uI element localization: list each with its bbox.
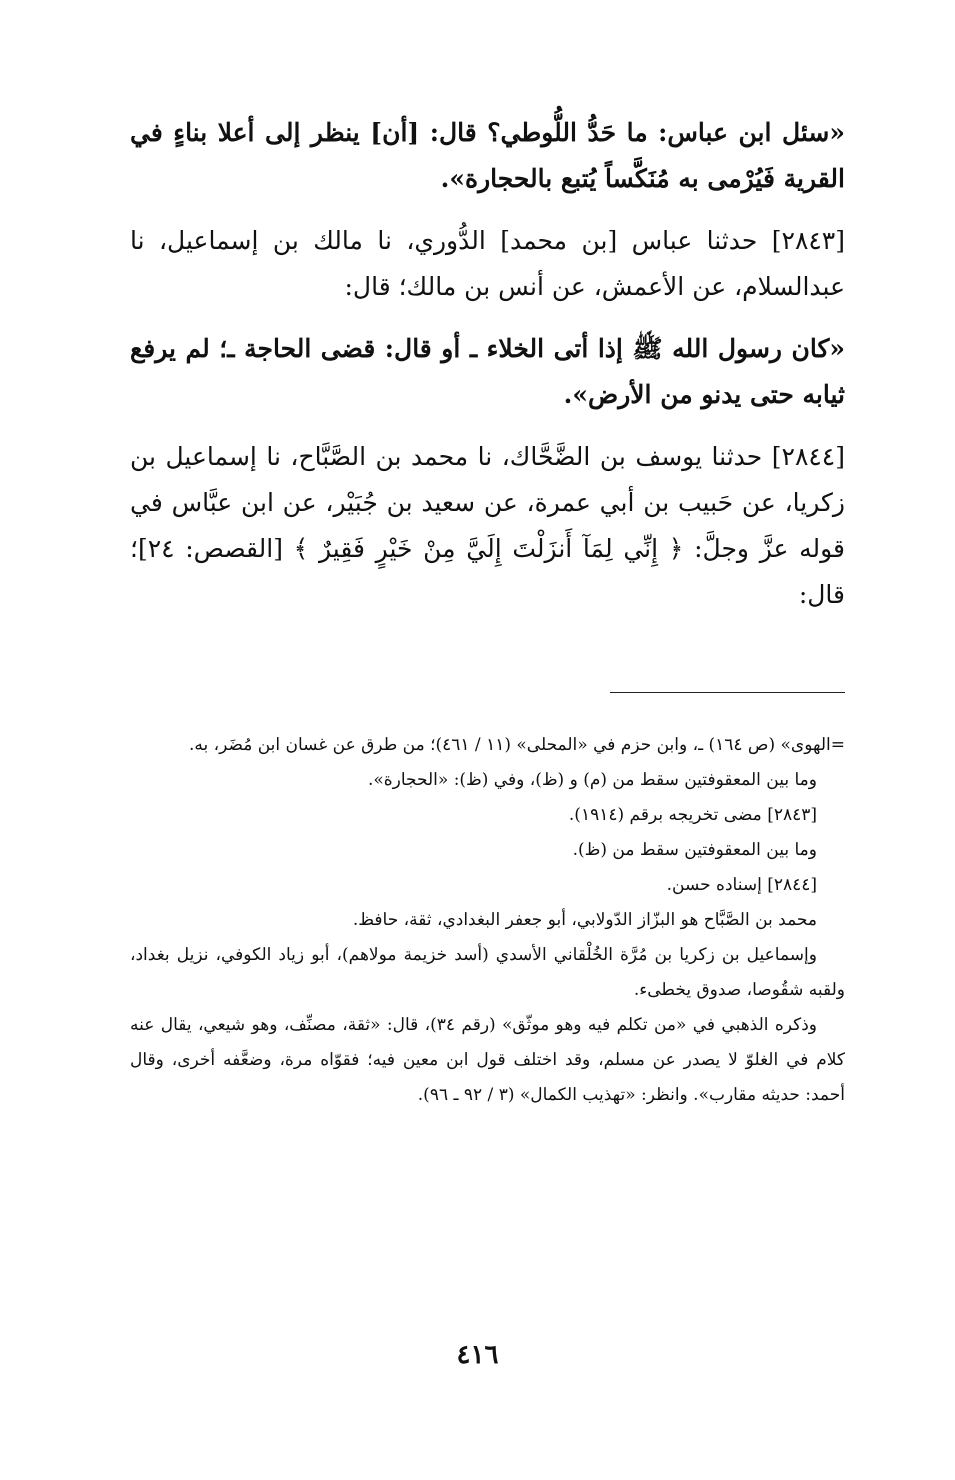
footnotes-block bbox=[130, 728, 845, 1113]
footnote-continuation: =الهوى» (ص ١٦٤) ـ، وابن حزم في «المحلى» (١١ / ٤٦١)؛ من طرق عن غسان ابن مُضَر، به. bbox=[188, 735, 845, 755]
main-text-block bbox=[130, 110, 845, 634]
footnote-note: وما بين المعقوفتين سقط من (م) و (ظ)، وفي (ظ): «الحجارة». bbox=[367, 770, 817, 790]
hadith-text-2: «كان رسول الله ﷺ إذا أتى الخلاء ـ أو قال: قضى الحاجة ـ؛ لم يرفع ثيابه حتى يدنو من الأرض». bbox=[130, 334, 845, 409]
isnad-2844: [٢٨٤٤] حدثنا يوسف بن الضَّحَّاك، نا محمد بن الصَّبَّاح، نا إسماعيل بن زكريا، عن حَبيب بن أبي عمرة، عن سعيد بن جُبَيْر، عن ابن عبَّاس في قوله عزَّ وجلَّ: ﴿ إِنِّي لِمَآ أَنزَلْتَ إِلَيَّ مِنْ خَيْرٍ فَقِيرٌ ﴾ [القصص: ٢٤]؛ قال: bbox=[130, 442, 845, 609]
footnote-note: وإسماعيل بن زكريا بن مُرَّة الخُلْقاني الأسدي (أسد خزيمة مولاهم)، أبو زياد الكوفي، نزيل بغداد، ولقبه شقُوصا، صدوق يخطىء. bbox=[130, 945, 845, 1000]
footnote-note: وما بين المعقوفتين سقط من (ظ). bbox=[572, 840, 817, 860]
footnote-2843: [٢٨٤٣] مضى تخريجه برقم (١٩١٤). bbox=[568, 805, 817, 825]
page-number: ٤١٦ bbox=[456, 1340, 499, 1370]
hadith-text-1: «سئل ابن عباس: ما حَدُّ اللُّوطي؟ قال: [أن] ينظر إلى أعلا بناءٍ في القرية فَيُرْمى به مُنَكَّساً يُتبع بالحجارة». bbox=[130, 118, 845, 193]
footnote-divider bbox=[610, 692, 845, 693]
isnad-2843: [٢٨٤٣] حدثنا عباس [بن محمد] الدُّوري، نا مالك بن إسماعيل، نا عبدالسلام، عن الأعمش، عن أنس بن مالك؛ قال: bbox=[130, 226, 845, 301]
footnote-note: وذكره الذهبي في «من تكلم فيه وهو موثّق» (رقم ٣٤)، قال: «ثقة، مصنِّف، وهو شيعي، يقال عنه كلام في الغلوّ لا يصدر عن مسلم، وقد اختلف قول ابن معين فيه؛ فقوّاه مرة، وضعَّفه أخرى، وقال أحمد: حديثه مقارب». وانظر: «تهذيب الكمال» (٣ / ٩٢ ـ ٩٦). bbox=[130, 1015, 845, 1105]
footnote-note: محمد بن الصَّبَّاح هو البزّاز الدّولابي، أبو جعفر البغدادي، ثقة، حافظ. bbox=[352, 910, 817, 930]
footnote-2844: [٢٨٤٤] إسناده حسن. bbox=[666, 875, 817, 895]
